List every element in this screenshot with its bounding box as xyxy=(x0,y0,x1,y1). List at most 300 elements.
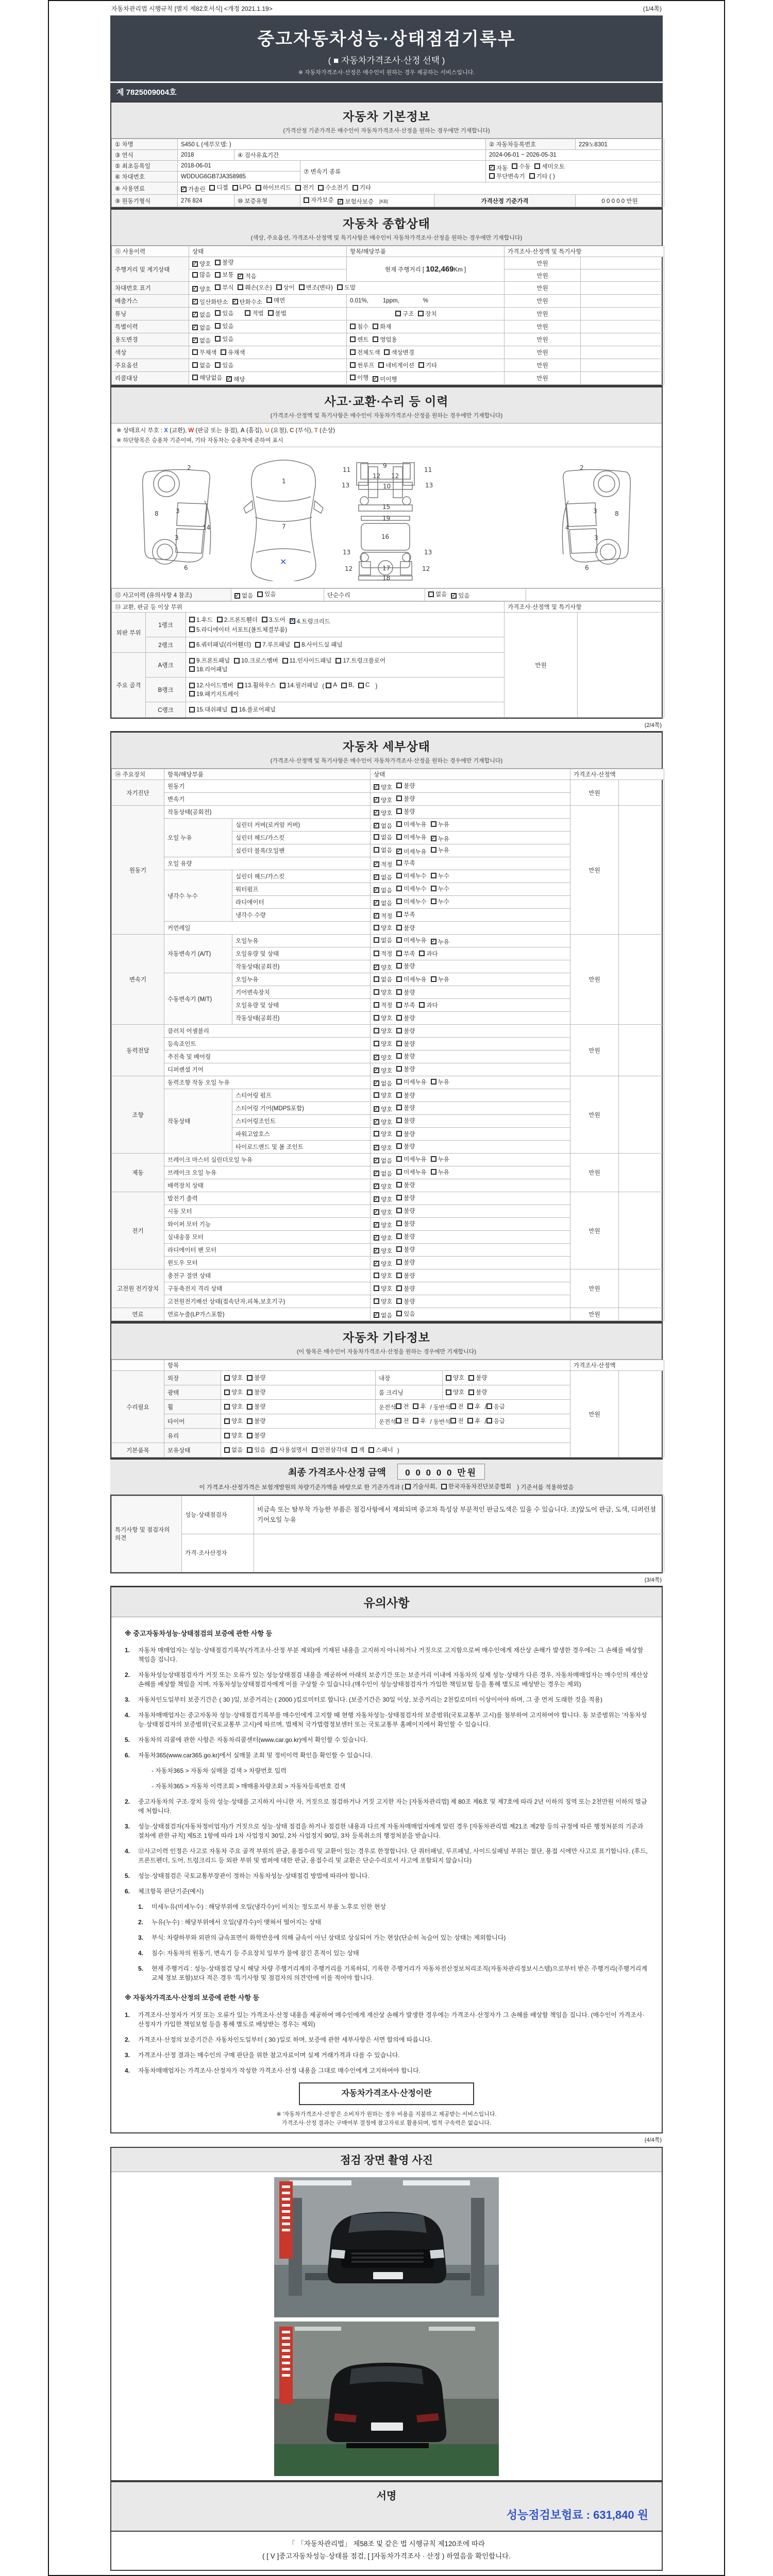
checkbox-불량[interactable] xyxy=(396,1207,415,1215)
checkbox-18.리어패널[interactable] xyxy=(189,665,227,673)
checkbox-box[interactable] xyxy=(189,642,195,648)
checkbox-불량[interactable] xyxy=(247,1374,265,1382)
checkbox-box[interactable] xyxy=(413,1403,418,1409)
checkbox-box[interactable] xyxy=(396,1182,402,1188)
checkbox-없음[interactable] xyxy=(374,846,392,854)
checkbox-전[interactable] xyxy=(450,1402,463,1411)
checkbox-box[interactable] xyxy=(396,925,402,930)
checkbox-없음[interactable] xyxy=(192,336,211,345)
checkbox-7.루프패널[interactable] xyxy=(255,640,290,649)
checkbox-C[interactable] xyxy=(358,682,369,688)
checkbox-box[interactable] xyxy=(396,1053,402,1059)
checkbox-box[interactable] xyxy=(396,937,402,943)
checkbox-불량[interactable] xyxy=(468,1374,487,1382)
checkbox-후[interactable] xyxy=(467,1402,480,1411)
checkbox-색상변경[interactable] xyxy=(384,348,414,357)
checkbox-box[interactable] xyxy=(337,284,343,290)
checkbox-box[interactable] xyxy=(396,1403,401,1409)
checkbox-box[interactable] xyxy=(374,1106,379,1112)
checkbox-없음[interactable] xyxy=(374,1170,392,1178)
checkbox-4.트렁크리드[interactable] xyxy=(290,617,330,625)
checkbox-양호[interactable] xyxy=(374,783,392,791)
checkbox-box[interactable] xyxy=(489,173,495,179)
checkbox-box[interactable] xyxy=(489,165,495,171)
checkbox-후[interactable] xyxy=(413,1402,426,1411)
checkbox-box[interactable] xyxy=(396,1117,402,1123)
checkbox-box[interactable] xyxy=(431,976,436,982)
checkbox-없음[interactable] xyxy=(192,324,211,332)
checkbox-box[interactable] xyxy=(446,1375,451,1381)
checkbox-유채색[interactable] xyxy=(221,348,245,357)
checkbox-box[interactable] xyxy=(238,284,243,290)
checkbox-box[interactable] xyxy=(451,593,457,599)
checkbox-8.사이드실 패널[interactable] xyxy=(294,640,342,649)
checkbox-box[interactable] xyxy=(378,362,384,368)
checkbox-box[interactable] xyxy=(224,1447,230,1453)
checkbox-box[interactable] xyxy=(512,163,517,169)
checkbox-불량[interactable] xyxy=(396,1091,415,1099)
checkbox-불량[interactable] xyxy=(215,258,233,266)
checkbox-box[interactable] xyxy=(374,1209,379,1215)
checkbox-box[interactable] xyxy=(256,185,261,191)
checkbox-box[interactable] xyxy=(374,1119,379,1125)
checkbox-box[interactable] xyxy=(396,1015,402,1021)
checkbox-14.필러패널[interactable] xyxy=(280,681,318,689)
checkbox-LPG[interactable] xyxy=(232,184,251,191)
checkbox-box[interactable] xyxy=(431,847,436,853)
checkbox-적법[interactable] xyxy=(245,309,263,317)
checkbox-한국자동차진단보증협회[interactable] xyxy=(441,1482,511,1490)
checkbox-양호[interactable] xyxy=(192,285,211,293)
checkbox-box[interactable] xyxy=(374,1131,379,1137)
checkbox-불량[interactable] xyxy=(396,1194,415,1202)
checkbox-box[interactable] xyxy=(189,691,195,697)
checkbox-box[interactable] xyxy=(374,1015,379,1021)
checkbox-box[interactable] xyxy=(350,324,356,329)
checkbox-box[interactable] xyxy=(396,849,402,854)
checkbox-box[interactable] xyxy=(234,593,240,599)
checkbox-없음[interactable] xyxy=(374,833,392,841)
checkbox-응급[interactable] xyxy=(486,1402,505,1411)
checkbox-양호[interactable] xyxy=(374,1297,392,1306)
checkbox-안전삼각대[interactable] xyxy=(312,1446,348,1454)
checkbox-양호[interactable] xyxy=(374,1118,392,1126)
checkbox-훼손(오손)[interactable] xyxy=(238,283,272,292)
checkbox-box[interactable] xyxy=(318,185,324,191)
checkbox-box[interactable] xyxy=(238,274,243,279)
checkbox-미세누유[interactable] xyxy=(396,1168,426,1176)
checkbox-변조(변타)[interactable] xyxy=(299,283,333,292)
checkbox-box[interactable] xyxy=(189,658,195,664)
checkbox-없음[interactable] xyxy=(374,899,392,907)
checkbox-box[interactable] xyxy=(374,1158,379,1163)
checkbox-box[interactable] xyxy=(431,939,436,944)
checkbox-불량[interactable] xyxy=(396,1104,415,1112)
checkbox-10.크로스멤버[interactable] xyxy=(234,656,278,665)
checkbox-불량[interactable] xyxy=(396,962,415,970)
checkbox-전[interactable] xyxy=(450,1417,463,1425)
checkbox-box[interactable] xyxy=(396,1259,402,1265)
checkbox-box[interactable] xyxy=(396,873,402,878)
checkbox-box[interactable] xyxy=(534,163,540,169)
checkbox-수동[interactable] xyxy=(512,162,530,171)
checkbox-썬루프[interactable] xyxy=(350,361,374,369)
checkbox-양호[interactable] xyxy=(374,1091,392,1099)
checkbox-양호[interactable] xyxy=(446,1374,464,1382)
checkbox-없음[interactable] xyxy=(374,886,392,894)
checkbox-적정[interactable] xyxy=(374,860,392,869)
checkbox-양호[interactable] xyxy=(192,260,211,268)
checkbox-B,[interactable] xyxy=(341,682,354,688)
checkbox-불법[interactable] xyxy=(268,309,287,317)
checkbox-불량[interactable] xyxy=(396,794,415,803)
checkbox-box[interactable] xyxy=(396,963,402,969)
checkbox-box[interactable] xyxy=(373,324,378,329)
checkbox-불량[interactable] xyxy=(247,1402,265,1411)
checkbox-box[interactable] xyxy=(280,683,285,688)
checkbox-box[interactable] xyxy=(396,1041,402,1046)
checkbox-양호[interactable] xyxy=(374,1234,392,1242)
checkbox-양호[interactable] xyxy=(224,1388,243,1396)
checkbox-일산화탄소[interactable] xyxy=(192,298,228,306)
checkbox-box[interactable] xyxy=(181,187,187,192)
checkbox-box[interactable] xyxy=(396,783,402,788)
checkbox-box[interactable] xyxy=(374,1298,379,1304)
checkbox-box[interactable] xyxy=(396,1195,402,1200)
checkbox-후[interactable] xyxy=(467,1417,480,1425)
checkbox-불량[interactable] xyxy=(396,1040,415,1048)
checkbox-box[interactable] xyxy=(374,1067,379,1073)
checkbox-box[interactable] xyxy=(431,873,436,878)
x-mark-box[interactable] xyxy=(290,618,295,624)
checkbox-box[interactable] xyxy=(396,1105,402,1110)
checkbox-box[interactable] xyxy=(374,1041,379,1046)
checkbox-전[interactable] xyxy=(396,1402,409,1411)
checkbox-양호[interactable] xyxy=(374,809,392,817)
checkbox-불량[interactable] xyxy=(396,1130,415,1138)
checkbox-box[interactable] xyxy=(257,591,263,597)
checkbox-box[interactable] xyxy=(384,349,390,355)
checkbox-후[interactable] xyxy=(413,1417,426,1425)
checkbox-box[interactable] xyxy=(396,1221,402,1226)
checkbox-19.패키지트레이[interactable] xyxy=(189,690,239,698)
checkbox-불량[interactable] xyxy=(396,1284,415,1293)
checkbox-box[interactable] xyxy=(396,1002,402,1008)
checkbox-있음[interactable] xyxy=(396,1310,415,1318)
checkbox-box[interactable] xyxy=(374,1002,379,1008)
checkbox-box[interactable] xyxy=(374,976,379,982)
checkbox-미세누유[interactable] xyxy=(396,1078,426,1086)
checkbox-양호[interactable] xyxy=(374,1195,392,1204)
checkbox-누유[interactable] xyxy=(431,820,449,828)
checkbox-해당없음[interactable] xyxy=(192,374,222,382)
checkbox-불량[interactable] xyxy=(247,1417,265,1425)
checkbox-box[interactable] xyxy=(224,1418,230,1424)
checkbox-box[interactable] xyxy=(247,1404,253,1410)
checkbox-누유[interactable] xyxy=(431,835,449,843)
checkbox-불량[interactable] xyxy=(396,782,415,790)
checkbox-영업용[interactable] xyxy=(373,335,397,344)
checkbox-없음[interactable] xyxy=(374,1311,392,1319)
checkbox-box[interactable] xyxy=(350,349,356,355)
checkbox-box[interactable] xyxy=(374,887,379,893)
checkbox-기타[interactable] xyxy=(352,183,371,192)
checkbox-box[interactable] xyxy=(441,1484,447,1489)
checkbox-box[interactable] xyxy=(374,823,379,828)
checkbox-box[interactable] xyxy=(431,821,436,827)
checkbox-box[interactable] xyxy=(374,1055,379,1060)
checkbox-없음[interactable] xyxy=(374,1079,392,1088)
checkbox-양호[interactable] xyxy=(374,796,392,804)
checkbox-box[interactable] xyxy=(396,860,402,866)
checkbox-상이[interactable] xyxy=(276,283,295,292)
checkbox-box[interactable] xyxy=(374,797,379,803)
checkbox-없음[interactable] xyxy=(374,1157,392,1165)
checkbox-있음[interactable] xyxy=(215,322,233,330)
checkbox-box[interactable] xyxy=(396,1208,402,1213)
checkbox-양호[interactable] xyxy=(224,1374,243,1382)
checkbox-box[interactable] xyxy=(189,666,195,672)
checkbox-양호[interactable] xyxy=(374,988,392,996)
checkbox-불량[interactable] xyxy=(247,1388,265,1396)
checkbox-불량[interactable] xyxy=(396,1272,415,1280)
checkbox-수소전기[interactable] xyxy=(318,183,348,192)
checkbox-box[interactable] xyxy=(192,299,198,304)
checkbox-미세누수[interactable] xyxy=(396,885,426,893)
checkbox-box[interactable] xyxy=(431,1079,436,1084)
checkbox-누유[interactable] xyxy=(431,846,449,854)
checkbox-box[interactable] xyxy=(374,1171,379,1176)
checkbox-box[interactable] xyxy=(396,1156,402,1162)
checkbox-미세누유[interactable] xyxy=(396,1155,426,1163)
checkbox-box[interactable] xyxy=(396,1273,402,1278)
checkbox-양호[interactable] xyxy=(374,924,392,932)
checkbox-디젤[interactable] xyxy=(209,183,228,192)
checkbox-누유[interactable] xyxy=(431,1168,449,1176)
checkbox-box[interactable] xyxy=(431,899,436,904)
checkbox-양호[interactable] xyxy=(446,1388,464,1396)
checkbox-box[interactable] xyxy=(224,1375,230,1381)
checkbox-box[interactable] xyxy=(338,199,343,205)
checkbox-box[interactable] xyxy=(396,1092,402,1098)
checkbox-불량[interactable] xyxy=(396,1052,415,1060)
checkbox-box[interactable] xyxy=(419,1002,425,1008)
checkbox-불량[interactable] xyxy=(396,1014,415,1022)
checkbox-box[interactable] xyxy=(247,1418,253,1424)
checkbox-box[interactable] xyxy=(352,185,358,191)
checkbox-box[interactable] xyxy=(373,336,378,342)
checkbox-box[interactable] xyxy=(396,1143,402,1149)
checkbox-누수[interactable] xyxy=(431,885,449,893)
checkbox-box[interactable] xyxy=(374,834,379,840)
checkbox-6.쿼터패널(리어휀더)[interactable] xyxy=(189,640,251,649)
checkbox-box[interactable] xyxy=(374,1145,379,1150)
checkbox-불량[interactable] xyxy=(396,1297,415,1306)
checkbox-미세누수[interactable] xyxy=(396,897,426,906)
checkbox-불량[interactable] xyxy=(396,1116,415,1125)
checkbox-box[interactable] xyxy=(224,1389,230,1395)
checkbox-box[interactable] xyxy=(215,323,221,329)
checkbox-box[interactable] xyxy=(192,337,198,343)
checkbox-양호[interactable] xyxy=(374,1182,392,1191)
checkbox-box[interactable] xyxy=(374,1092,379,1098)
checkbox-box[interactable] xyxy=(304,197,309,203)
checkbox-box[interactable] xyxy=(374,1196,379,1202)
checkbox-box[interactable] xyxy=(396,951,402,956)
checkbox-box[interactable] xyxy=(215,260,221,265)
checkbox-box[interactable] xyxy=(468,1389,474,1395)
checkbox-없음[interactable] xyxy=(374,975,392,984)
checkbox-box[interactable] xyxy=(374,951,379,956)
checkbox-불량[interactable] xyxy=(247,1431,265,1439)
checkbox-box[interactable] xyxy=(374,964,379,970)
checkbox-box[interactable] xyxy=(192,325,198,330)
checkbox-box[interactable] xyxy=(374,925,379,930)
checkbox-box[interactable] xyxy=(374,847,379,853)
checkbox-box[interactable] xyxy=(268,310,274,316)
checkbox-box[interactable] xyxy=(341,683,347,688)
checkbox-과다[interactable] xyxy=(419,1001,438,1009)
checkbox-box[interactable] xyxy=(529,173,535,179)
checkbox-없음[interactable] xyxy=(428,590,447,598)
checkbox-box[interactable] xyxy=(374,1222,379,1228)
checkbox-box[interactable] xyxy=(396,1079,402,1084)
checkbox-box[interactable] xyxy=(224,1404,230,1410)
checkbox-box[interactable] xyxy=(374,900,379,906)
checkbox-box[interactable] xyxy=(428,591,434,597)
checkbox-box[interactable] xyxy=(234,658,240,664)
checkbox-양호[interactable] xyxy=(374,1027,392,1035)
checkbox-box[interactable] xyxy=(405,1484,411,1489)
checkbox-box[interactable] xyxy=(396,808,402,814)
checkbox-box[interactable] xyxy=(215,336,221,342)
checkbox-있음[interactable] xyxy=(257,590,276,598)
checkbox-box[interactable] xyxy=(374,937,379,943)
checkbox-box[interactable] xyxy=(374,810,379,816)
checkbox-box[interactable] xyxy=(374,874,379,880)
checkbox-누유[interactable] xyxy=(431,938,449,946)
checkbox-box[interactable] xyxy=(450,1403,456,1409)
checkbox-box[interactable] xyxy=(374,1183,379,1189)
checkbox-가솔린[interactable] xyxy=(181,185,205,193)
checkbox-양호[interactable] xyxy=(374,1221,392,1229)
checkbox-box[interactable] xyxy=(276,284,282,290)
checkbox-box[interactable] xyxy=(255,642,261,648)
checkbox-box[interactable] xyxy=(192,272,198,278)
checkbox-box[interactable] xyxy=(350,375,356,380)
checkbox-없음[interactable] xyxy=(374,936,392,944)
checkbox-3.도어[interactable] xyxy=(262,616,285,624)
checkbox-2.프론트휀더[interactable] xyxy=(217,616,258,624)
checkbox-적정[interactable] xyxy=(374,1001,392,1009)
checkbox-box[interactable] xyxy=(221,349,226,355)
checkbox-box[interactable] xyxy=(374,913,379,919)
checkbox-양호[interactable] xyxy=(374,1144,392,1152)
checkbox-box[interactable] xyxy=(396,834,402,840)
checkbox-box[interactable] xyxy=(373,376,378,382)
checkbox-box[interactable] xyxy=(335,658,341,664)
checkbox-box[interactable] xyxy=(247,1433,253,1438)
checkbox-미세누유[interactable] xyxy=(396,975,426,984)
checkbox-불량[interactable] xyxy=(468,1388,487,1396)
checkbox-불량[interactable] xyxy=(396,1219,415,1228)
checkbox-box[interactable] xyxy=(374,1261,379,1266)
checkbox-부식[interactable] xyxy=(215,283,233,292)
checkbox-적정[interactable] xyxy=(374,912,392,920)
checkbox-양호[interactable] xyxy=(224,1431,243,1439)
checkbox-box[interactable] xyxy=(312,1447,317,1453)
checkbox-기타[interactable] xyxy=(418,361,437,369)
checkbox-무채색[interactable] xyxy=(192,348,216,357)
checkbox-box[interactable] xyxy=(374,784,379,790)
checkbox-기타 ( )[interactable] xyxy=(529,172,555,180)
checkbox-양호[interactable] xyxy=(374,1260,392,1268)
checkbox-1.후드[interactable] xyxy=(189,616,213,624)
checkbox-box[interactable] xyxy=(374,1235,379,1241)
checkbox-렌트[interactable] xyxy=(350,335,368,344)
checkbox-box[interactable] xyxy=(374,1080,379,1086)
checkbox-침수[interactable] xyxy=(350,323,368,331)
checkbox-box[interactable] xyxy=(396,1246,402,1252)
checkbox-box[interactable] xyxy=(374,861,379,867)
checkbox-17.트렁크플로어[interactable] xyxy=(335,656,385,665)
checkbox-없음[interactable] xyxy=(234,591,253,600)
checkbox-box[interactable] xyxy=(350,362,356,368)
checkbox-box[interactable] xyxy=(217,617,223,622)
checkbox-누유[interactable] xyxy=(431,1155,449,1163)
checkbox-box[interactable] xyxy=(467,1418,473,1423)
checkbox-box[interactable] xyxy=(232,185,238,191)
checkbox-양호[interactable] xyxy=(374,1105,392,1113)
checkbox-없음[interactable] xyxy=(374,822,392,830)
checkbox-양호[interactable] xyxy=(374,1208,392,1216)
checkbox-box[interactable] xyxy=(396,911,402,917)
checkbox-box[interactable] xyxy=(192,261,198,267)
checkbox-양호[interactable] xyxy=(374,1040,392,1048)
checkbox-스패너[interactable] xyxy=(368,1446,393,1454)
checkbox-box[interactable] xyxy=(294,642,300,648)
checkbox-box[interactable] xyxy=(374,1312,379,1318)
checkbox-누유[interactable] xyxy=(431,975,449,984)
checkbox-box[interactable] xyxy=(396,1233,402,1239)
checkbox-자동[interactable] xyxy=(489,164,508,172)
checkbox-보험사보증[interactable] xyxy=(338,197,374,206)
checkbox-box[interactable] xyxy=(262,617,267,622)
checkbox-장치[interactable] xyxy=(418,310,436,318)
checkbox-box[interactable] xyxy=(396,795,402,801)
checkbox-양호[interactable] xyxy=(374,1284,392,1293)
checkbox-box[interactable] xyxy=(396,1285,402,1291)
checkbox-양호[interactable] xyxy=(374,1247,392,1255)
checkbox-누수[interactable] xyxy=(431,872,449,880)
checkbox-box[interactable] xyxy=(396,1311,402,1316)
checkbox-box[interactable] xyxy=(418,311,424,316)
checkbox-box[interactable] xyxy=(486,1403,492,1409)
checkbox-box[interactable] xyxy=(232,299,238,304)
checkbox-box[interactable] xyxy=(326,683,331,688)
checkbox-불량[interactable] xyxy=(396,924,415,932)
checkbox-양호[interactable] xyxy=(224,1417,243,1425)
checkbox-없음[interactable] xyxy=(374,873,392,882)
checkbox-적음[interactable] xyxy=(238,272,256,280)
checkbox-불량[interactable] xyxy=(396,1065,415,1073)
checkbox-box[interactable] xyxy=(350,336,356,342)
checkbox-box[interactable] xyxy=(396,1028,402,1033)
checkbox-불량[interactable] xyxy=(396,1258,415,1266)
checkbox-box[interactable] xyxy=(215,362,221,368)
checkbox-응급[interactable] xyxy=(486,1417,505,1425)
checkbox-11.인사이드패널[interactable] xyxy=(282,656,332,665)
